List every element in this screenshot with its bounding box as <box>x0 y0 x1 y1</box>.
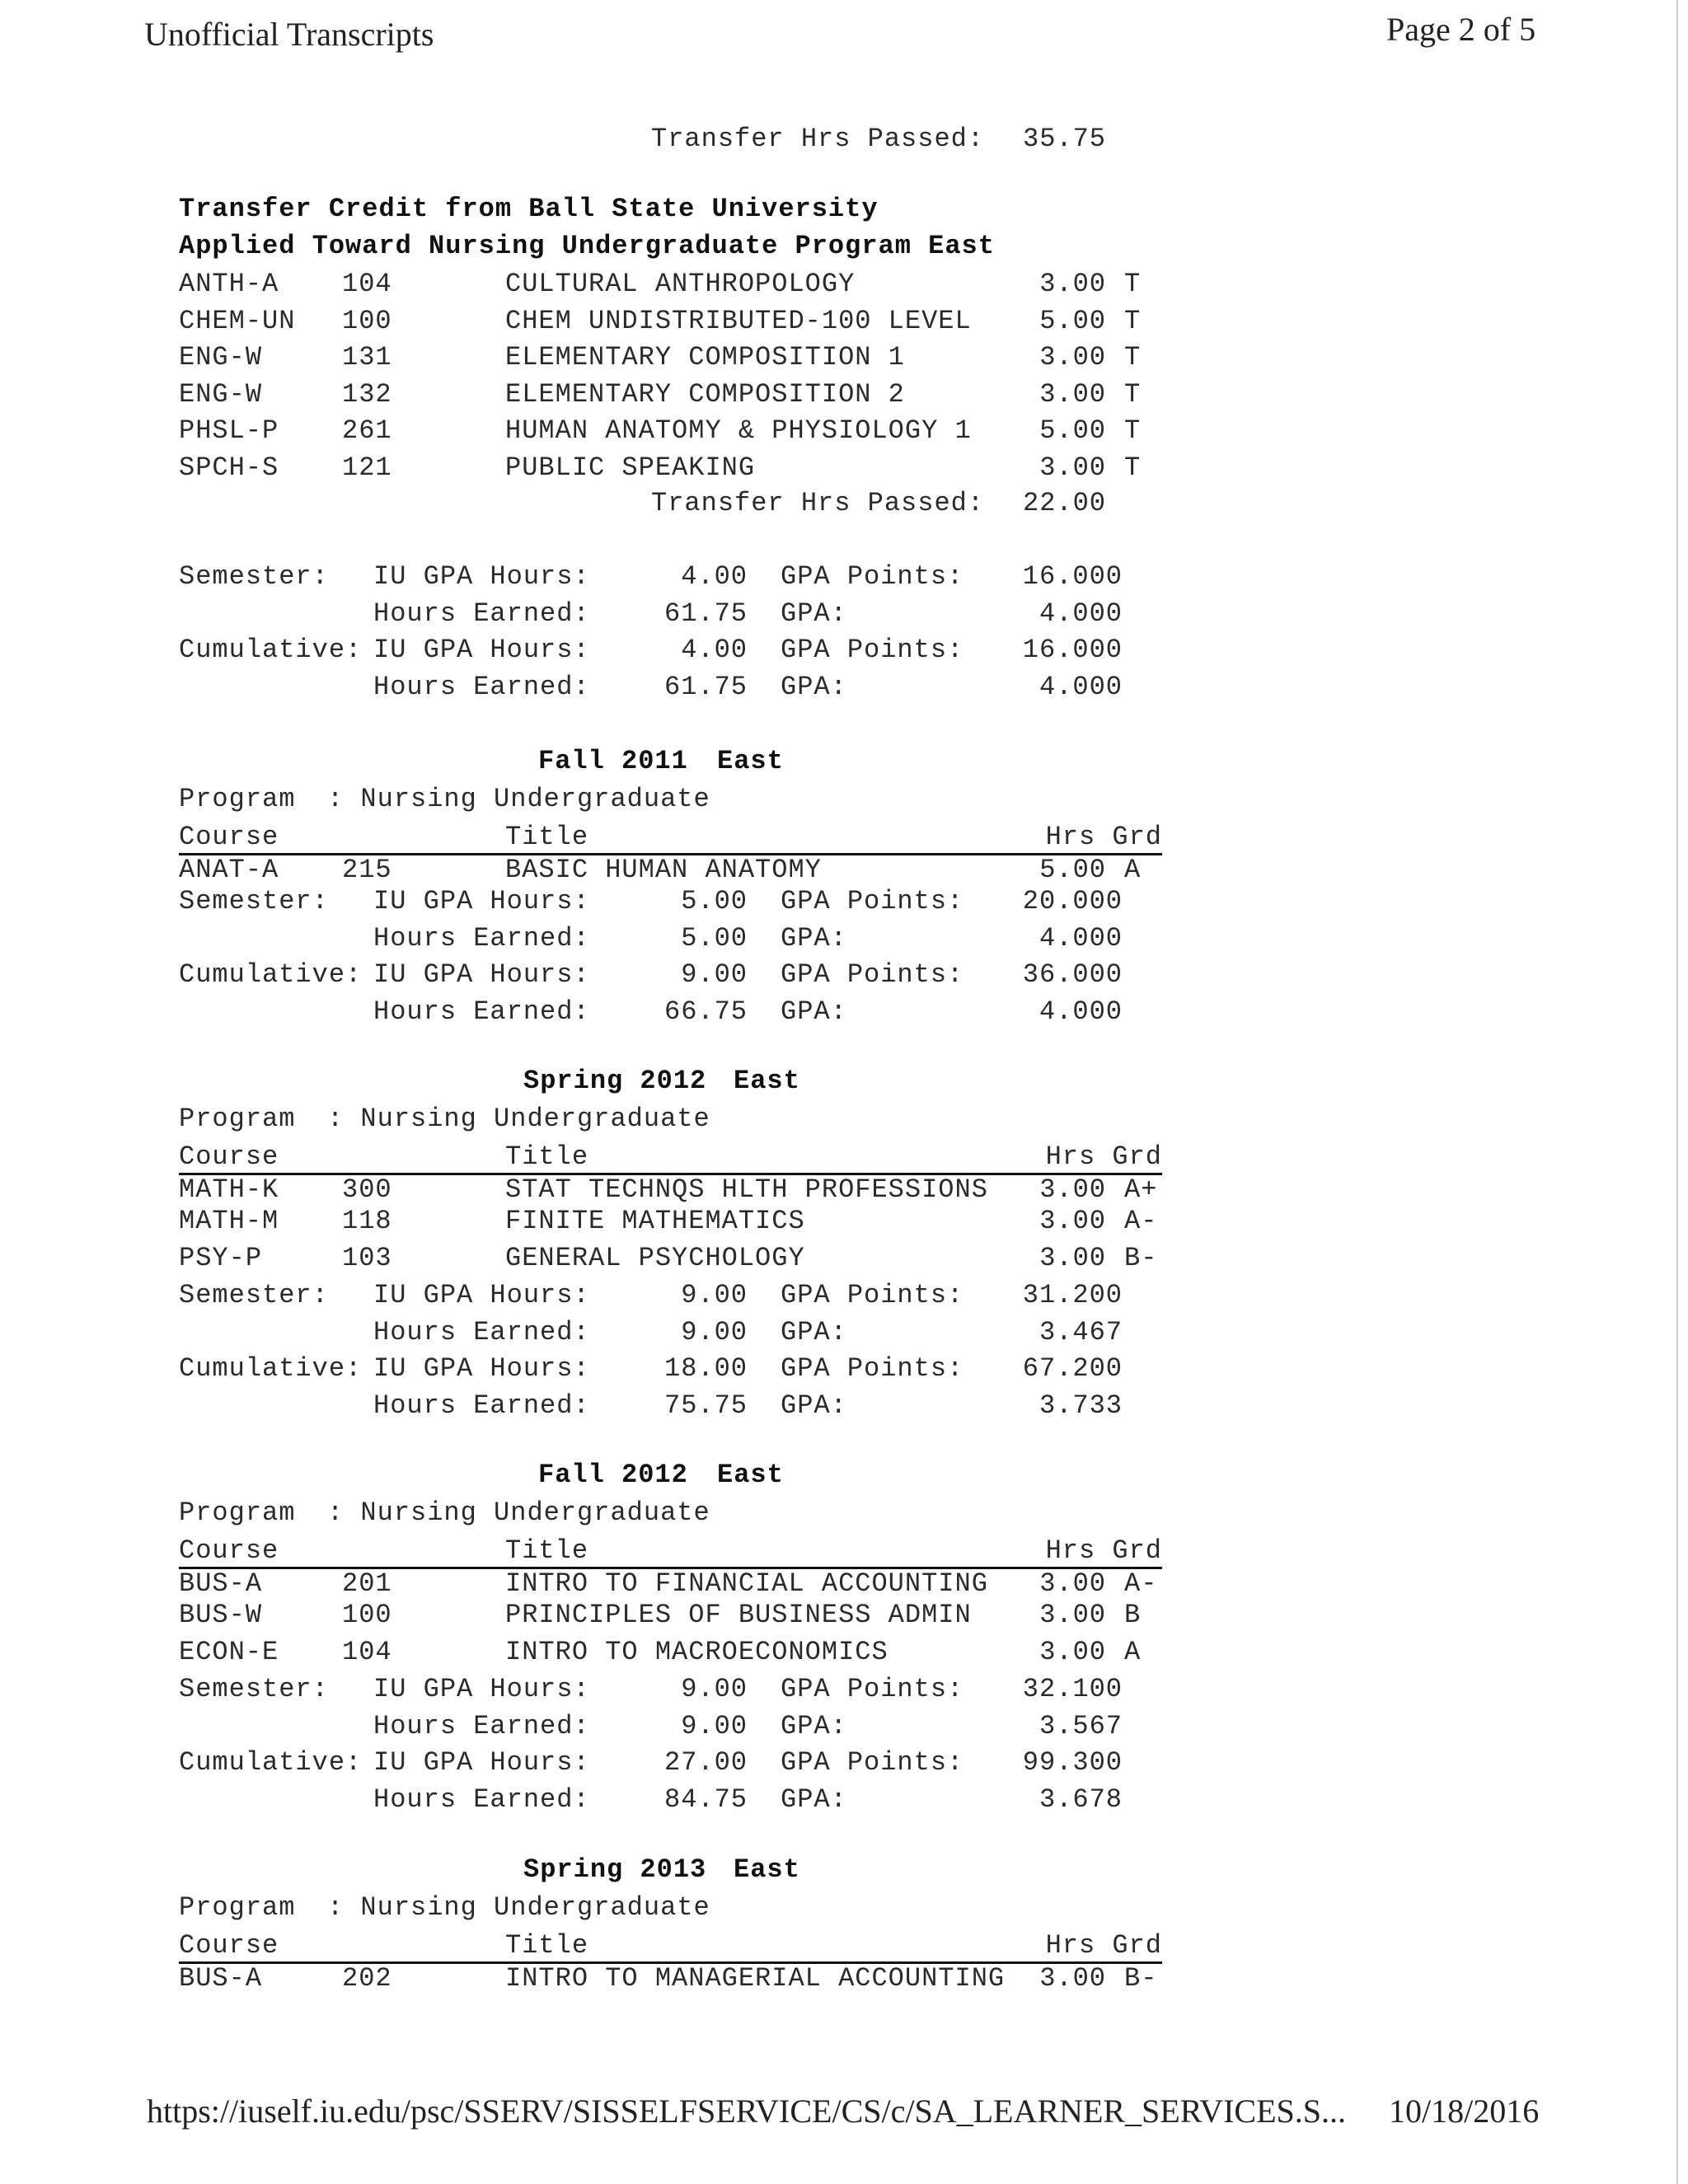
summary-label: Hours Earned: <box>373 598 590 629</box>
course-hours: 5.00 <box>1039 415 1106 446</box>
course-title: STAT TECHNQS HLTH PROFESSIONS <box>505 1174 988 1205</box>
course-title: PRINCIPLES OF BUSINESS ADMIN <box>505 1600 972 1630</box>
summary-value: 9.00 <box>681 1674 748 1704</box>
document-header-title: Unofficial Transcripts <box>144 16 434 53</box>
course-number: 103 <box>342 1243 392 1273</box>
course-number: 121 <box>342 452 392 483</box>
summary-value: 4.000 <box>1039 671 1123 702</box>
term-name: Fall 2011 <box>538 746 688 776</box>
column-header-course: Course <box>179 1930 279 1961</box>
summary-label: GPA: <box>781 922 847 954</box>
summary-label: GPA: <box>781 1390 847 1421</box>
summary-value: 16.000 <box>1022 561 1123 592</box>
course-dept: BUS-A <box>179 1963 263 1994</box>
program-label: Program <box>179 1892 296 1923</box>
transfer-heading: Transfer Credit from Ball State University <box>179 194 879 224</box>
column-header-course: Course <box>179 822 279 852</box>
column-header-course: Course <box>179 1141 279 1172</box>
course-number: 131 <box>342 342 392 373</box>
summary-label: Hours Earned: <box>373 671 590 702</box>
course-grade: T <box>1124 452 1142 483</box>
course-dept: ENG-W <box>179 342 263 373</box>
summary-label: IU GPA Hours: <box>373 1674 590 1704</box>
program-name: : Nursing Undergraduate <box>327 1104 710 1134</box>
summary-value: 61.75 <box>663 598 748 629</box>
transfer-hrs-label: Transfer Hrs Passed: <box>651 124 985 154</box>
course-number: 118 <box>342 1206 392 1236</box>
course-hours: 3.00 <box>1039 1243 1106 1273</box>
course-number: 215 <box>342 855 392 885</box>
course-grade: B- <box>1124 1963 1158 1994</box>
course-grade: A+ <box>1124 1174 1158 1205</box>
course-title: INTRO TO MACROECONOMICS <box>505 1637 889 1667</box>
transfer-hrs-value: 35.75 <box>1022 124 1106 154</box>
source-url: https://iuself.iu.edu/psc/SSERV/SISSELFSERVICE/CS/c/SA_LEARNER_SERVICES.S... <box>147 2093 1347 2130</box>
summary-label: GPA Points: <box>781 1280 964 1310</box>
course-hours: 3.00 <box>1039 342 1106 373</box>
course-title: PUBLIC SPEAKING <box>505 452 756 483</box>
column-header-course: Course <box>179 1535 279 1566</box>
summary-value: 5.00 <box>681 922 748 954</box>
course-grade: T <box>1124 305 1142 336</box>
course-number: 132 <box>342 378 392 410</box>
course-dept: BUS-A <box>179 1568 263 1599</box>
summary-label: IU GPA Hours: <box>373 635 590 665</box>
course-title: HUMAN ANATOMY & PHYSIOLOGY 1 <box>505 415 972 446</box>
course-hours: 3.00 <box>1039 1963 1106 1994</box>
course-hours: 3.00 <box>1039 1206 1106 1236</box>
summary-value: 3.733 <box>1039 1390 1123 1421</box>
summary-label: IU GPA Hours: <box>373 1280 590 1310</box>
program-label: Program <box>179 1497 296 1528</box>
course-dept: SPCH-S <box>179 452 279 483</box>
transfer-hrs-label: Transfer Hrs Passed: <box>651 488 985 518</box>
column-header-title: Title <box>505 1141 589 1172</box>
summary-value: 4.00 <box>681 635 748 665</box>
course-grade: A <box>1124 1637 1142 1667</box>
column-header-hrs-grd: Hrs Grd <box>1045 1141 1162 1172</box>
course-title: INTRO TO MANAGERIAL ACCOUNTING <box>505 1963 1006 1994</box>
summary-label: GPA: <box>781 671 847 702</box>
summary-label: Hours Earned: <box>373 1390 590 1421</box>
course-title: INTRO TO FINANCIAL ACCOUNTING <box>505 1568 988 1599</box>
program-name: : Nursing Undergraduate <box>327 1497 710 1528</box>
program-label: Program <box>179 1104 296 1134</box>
course-hours: 3.00 <box>1039 1174 1106 1205</box>
semester-label: Semester: <box>179 1280 329 1310</box>
summary-label: GPA: <box>781 1783 847 1815</box>
summary-value: 9.00 <box>681 1710 748 1741</box>
term-campus: East <box>717 746 784 776</box>
summary-value: 9.00 <box>681 959 748 990</box>
course-dept: CHEM-UN <box>179 305 296 336</box>
course-grade: T <box>1124 415 1142 446</box>
summary-label: Hours Earned: <box>373 996 590 1027</box>
course-title: ELEMENTARY COMPOSITION 2 <box>505 378 905 410</box>
summary-value: 67.200 <box>1022 1353 1123 1384</box>
summary-value: 3.678 <box>1039 1783 1123 1815</box>
program-label: Program <box>179 784 296 814</box>
summary-label: GPA Points: <box>781 561 964 592</box>
page-edge <box>1676 0 1678 2184</box>
program-name: : Nursing Undergraduate <box>327 784 710 814</box>
summary-label: GPA: <box>781 996 847 1027</box>
course-dept: PSY-P <box>179 1243 263 1273</box>
cumulative-label: Cumulative: <box>179 959 363 990</box>
term-campus: East <box>717 1460 784 1490</box>
course-hours: 3.00 <box>1039 1600 1106 1630</box>
summary-value: 75.75 <box>663 1390 748 1421</box>
course-number: 100 <box>342 1600 392 1630</box>
summary-value: 66.75 <box>663 996 748 1027</box>
course-grade: B- <box>1124 1243 1158 1273</box>
course-dept: MATH-M <box>179 1206 279 1236</box>
summary-label: GPA Points: <box>781 1747 964 1778</box>
summary-value: 36.000 <box>1022 959 1123 990</box>
course-dept: ENG-W <box>179 378 263 410</box>
course-number: 202 <box>342 1963 392 1994</box>
course-hours: 3.00 <box>1039 452 1106 483</box>
term-campus: East <box>734 1854 800 1885</box>
summary-label: Hours Earned: <box>373 1783 590 1815</box>
course-dept: ANAT-A <box>179 855 279 885</box>
summary-value: 20.000 <box>1022 886 1123 916</box>
summary-label: Hours Earned: <box>373 1316 590 1347</box>
term-name: Spring 2012 <box>523 1066 707 1096</box>
summary-value: 9.00 <box>681 1316 748 1347</box>
course-hours: 3.00 <box>1039 1568 1106 1599</box>
column-header-title: Title <box>505 822 589 852</box>
semester-label: Semester: <box>179 886 329 916</box>
course-dept: ECON-E <box>179 1637 279 1667</box>
summary-label: GPA Points: <box>781 1674 964 1704</box>
semester-label: Semester: <box>179 1674 329 1704</box>
summary-value: 84.75 <box>663 1783 748 1815</box>
term-name: Spring 2013 <box>523 1854 707 1885</box>
summary-value: 5.00 <box>681 886 748 916</box>
summary-label: Hours Earned: <box>373 1710 590 1741</box>
course-number: 104 <box>342 1637 392 1667</box>
summary-value: 9.00 <box>681 1280 748 1310</box>
course-grade: B <box>1124 1600 1142 1630</box>
summary-value: 4.000 <box>1039 996 1123 1027</box>
summary-value: 4.000 <box>1039 922 1123 954</box>
summary-label: GPA: <box>781 1710 847 1741</box>
course-hours: 3.00 <box>1039 269 1106 299</box>
course-hours: 3.00 <box>1039 1637 1106 1667</box>
print-date: 10/18/2016 <box>1389 2093 1540 2130</box>
course-title: CHEM UNDISTRIBUTED-100 LEVEL <box>505 305 972 336</box>
summary-label: GPA Points: <box>781 959 964 990</box>
summary-value: 27.00 <box>663 1747 748 1778</box>
page-number: Page 2 of 5 <box>1386 11 1536 48</box>
course-grade: T <box>1124 342 1142 373</box>
summary-label: IU GPA Hours: <box>373 959 590 990</box>
summary-label: IU GPA Hours: <box>373 561 590 592</box>
term-name: Fall 2012 <box>538 1460 688 1490</box>
summary-label: IU GPA Hours: <box>373 1353 590 1384</box>
course-number: 100 <box>342 305 392 336</box>
column-header-hrs-grd: Hrs Grd <box>1045 822 1162 852</box>
summary-label: GPA: <box>781 1316 847 1347</box>
summary-value: 4.000 <box>1039 598 1123 629</box>
transfer-subheading: Applied Toward Nursing Undergraduate Program East <box>179 231 995 261</box>
summary-value: 4.00 <box>681 561 748 592</box>
summary-label: GPA Points: <box>781 886 964 916</box>
summary-label: GPA Points: <box>781 635 964 665</box>
course-grade: A- <box>1124 1206 1158 1236</box>
summary-label: GPA: <box>781 598 847 629</box>
course-grade: T <box>1124 269 1142 299</box>
course-title: FINITE MATHEMATICS <box>505 1206 805 1236</box>
summary-value: 32.100 <box>1022 1674 1123 1704</box>
course-hours: 3.00 <box>1039 378 1106 410</box>
course-title: BASIC HUMAN ANATOMY <box>505 855 822 885</box>
course-dept: BUS-W <box>179 1600 263 1630</box>
summary-value: 3.467 <box>1039 1316 1123 1347</box>
summary-value: 3.567 <box>1039 1710 1123 1741</box>
summary-label: IU GPA Hours: <box>373 886 590 916</box>
course-grade: A <box>1124 855 1142 885</box>
summary-value: 61.75 <box>663 671 748 702</box>
term-campus: East <box>734 1066 800 1096</box>
column-header-title: Title <box>505 1930 589 1961</box>
column-header-hrs-grd: Hrs Grd <box>1045 1930 1162 1961</box>
course-number: 261 <box>342 415 392 446</box>
course-number: 104 <box>342 269 392 299</box>
column-header-title: Title <box>505 1535 589 1566</box>
course-dept: ANTH-A <box>179 269 279 299</box>
summary-value: 18.00 <box>663 1353 748 1384</box>
summary-value: 99.300 <box>1022 1747 1123 1778</box>
course-dept: MATH-K <box>179 1174 279 1205</box>
course-grade: A- <box>1124 1568 1158 1599</box>
course-grade: T <box>1124 378 1142 410</box>
course-dept: PHSL-P <box>179 415 279 446</box>
cumulative-label: Cumulative: <box>179 1353 363 1384</box>
course-number: 300 <box>342 1174 392 1205</box>
summary-label: GPA Points: <box>781 1353 964 1384</box>
course-number: 201 <box>342 1568 392 1599</box>
column-header-hrs-grd: Hrs Grd <box>1045 1535 1162 1566</box>
course-title: GENERAL PSYCHOLOGY <box>505 1243 805 1273</box>
semester-label: Semester: <box>179 561 329 592</box>
summary-label: IU GPA Hours: <box>373 1747 590 1778</box>
summary-value: 31.200 <box>1022 1280 1123 1310</box>
course-title: ELEMENTARY COMPOSITION 1 <box>505 342 905 373</box>
course-hours: 5.00 <box>1039 305 1106 336</box>
summary-value: 16.000 <box>1022 635 1123 665</box>
program-name: : Nursing Undergraduate <box>327 1892 710 1923</box>
course-hours: 5.00 <box>1039 855 1106 885</box>
cumulative-label: Cumulative: <box>179 635 363 665</box>
summary-label: Hours Earned: <box>373 922 590 954</box>
course-title: CULTURAL ANTHROPOLOGY <box>505 269 856 299</box>
transfer-hrs-value: 22.00 <box>1022 488 1106 518</box>
cumulative-label: Cumulative: <box>179 1747 363 1778</box>
